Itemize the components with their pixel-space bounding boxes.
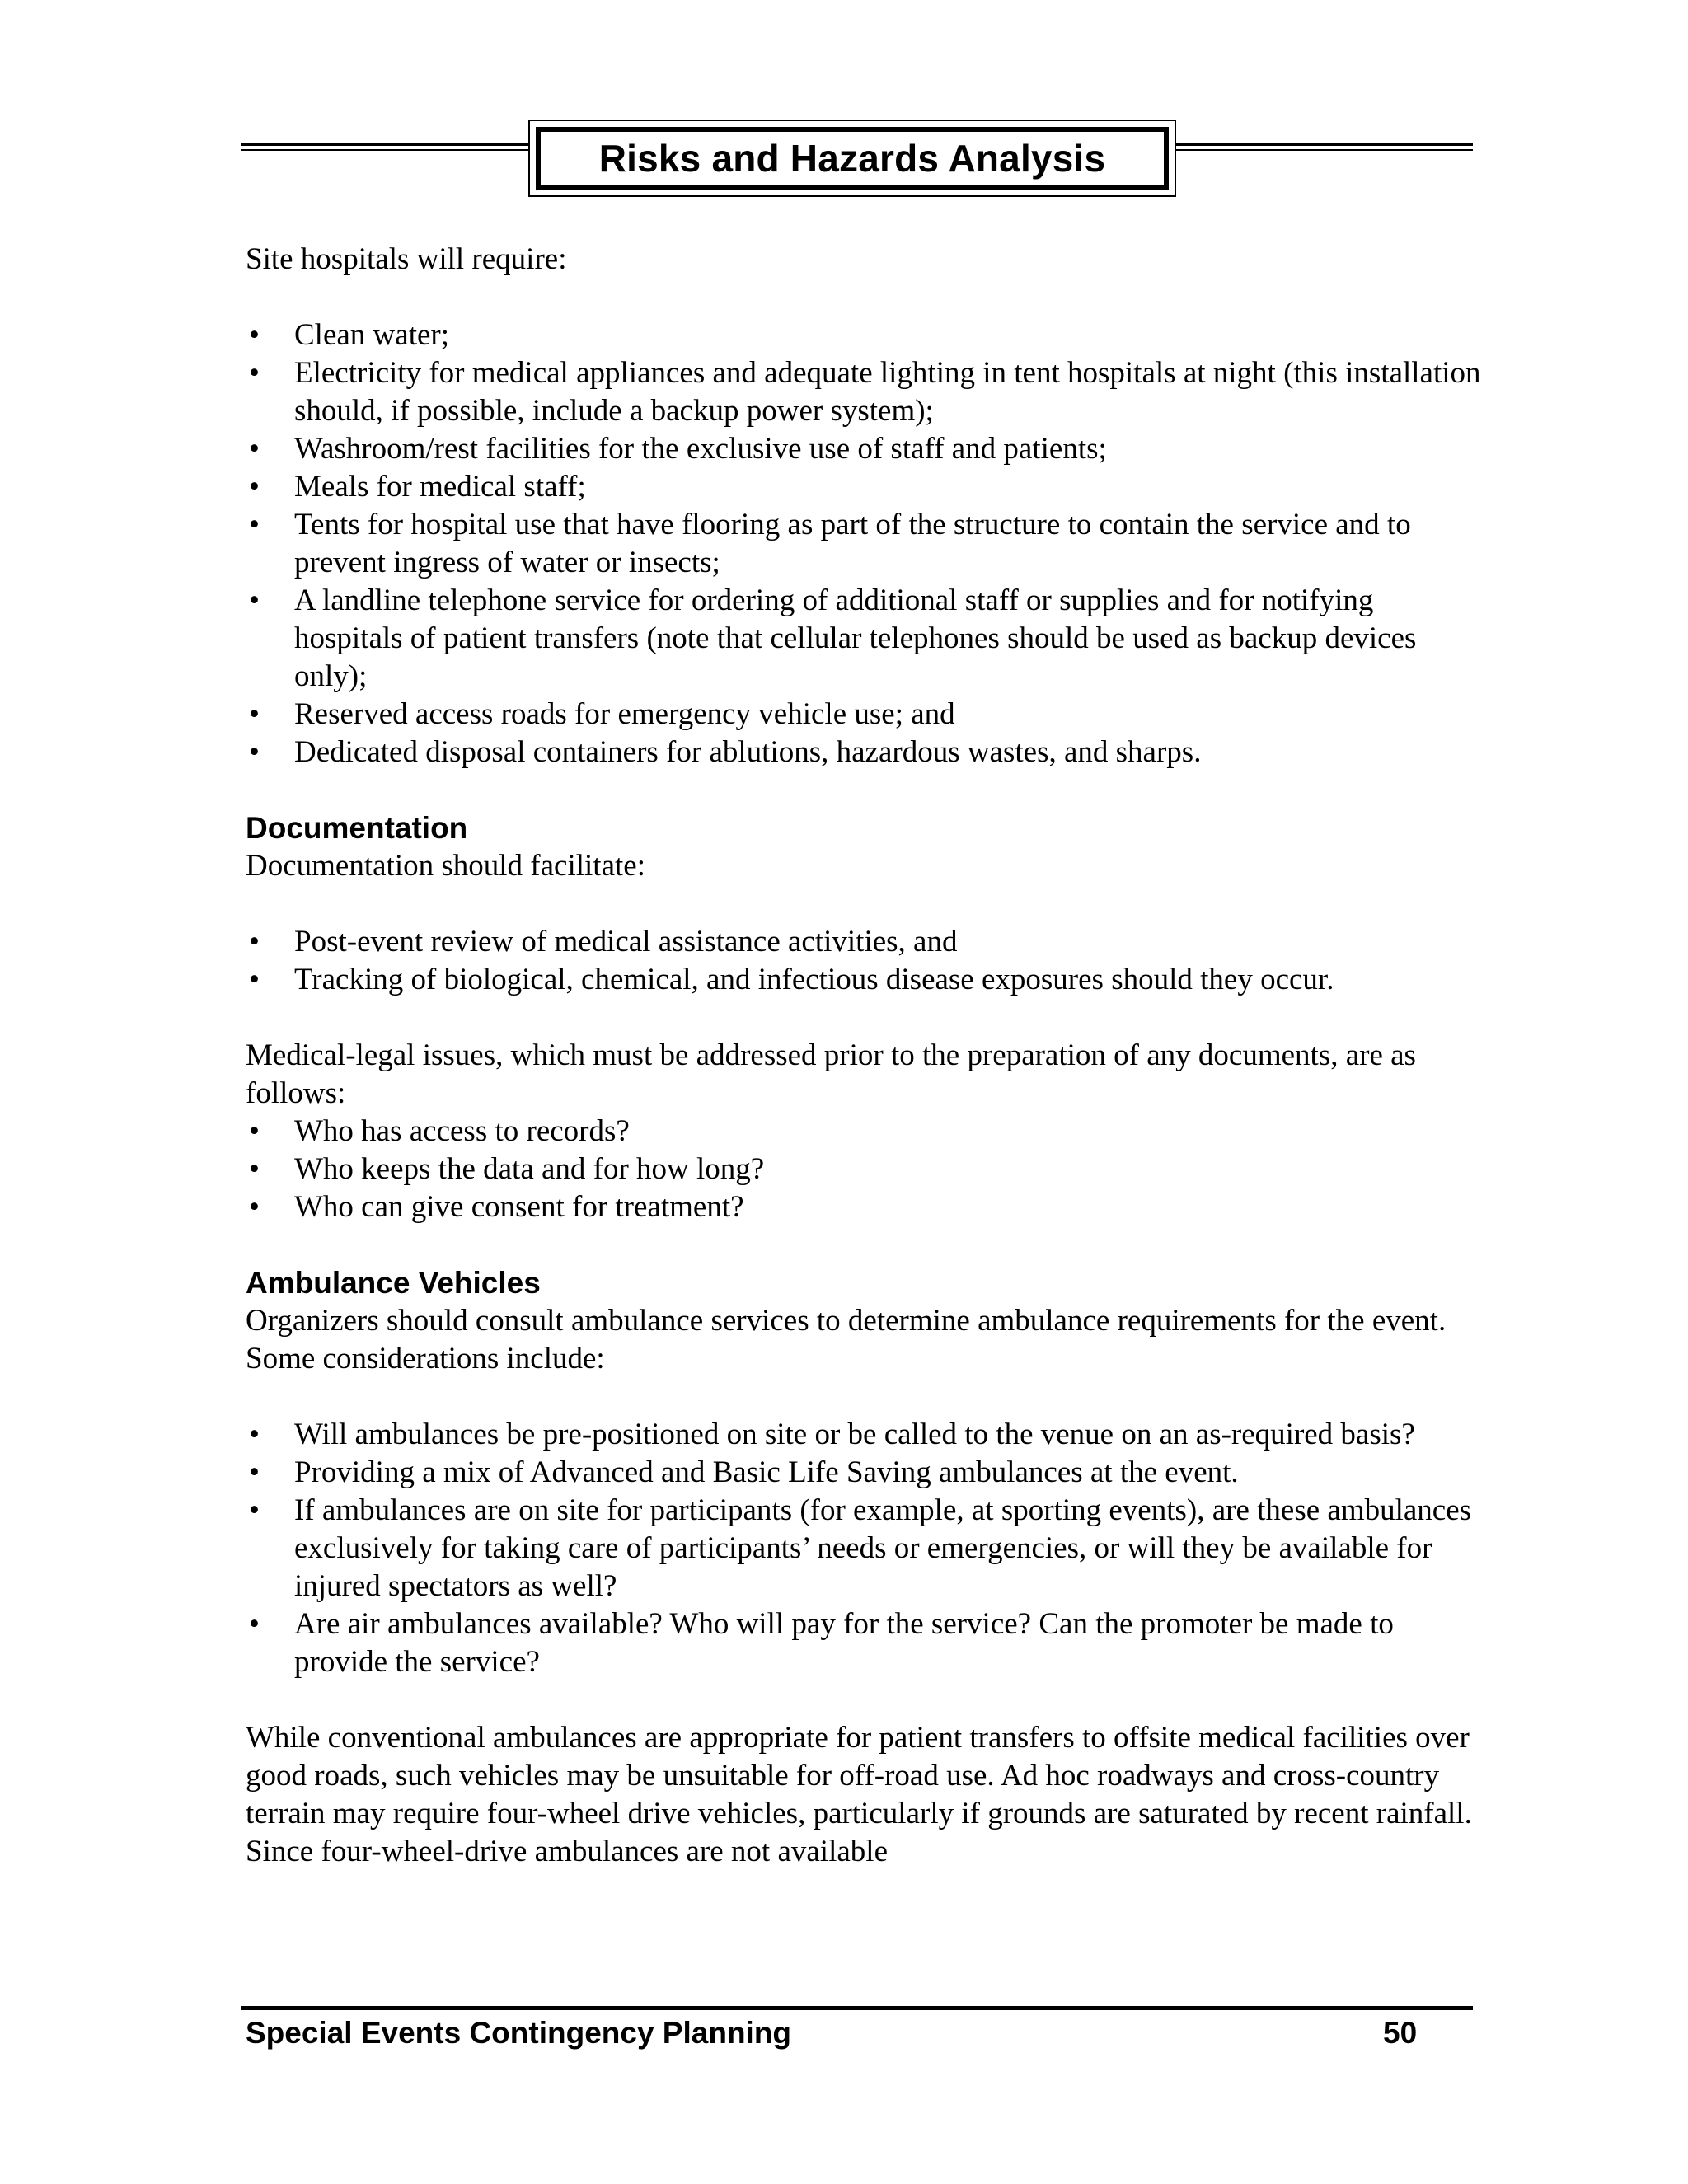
list-item: • Will ambulances be pre-positioned on site or be called to the venue on an as-required basis? bbox=[249, 1418, 1415, 1451]
list-item: • Washroom/rest facilities for the exclusive use of staff and patients; bbox=[249, 432, 1107, 466]
page-number: 50 bbox=[1383, 2016, 1418, 2050]
list-item: • Tracking of biological, chemical, and infectious disease exposures should they occur. bbox=[249, 963, 1334, 996]
list-item: • Providing a mix of Advanced and Basic Life Saving ambulances at the event. bbox=[249, 1455, 1239, 1489]
list-item: • Are air ambulances available? Who will pay for the service? Can the promoter be made to provide the service? bbox=[249, 1607, 1394, 1679]
list-item: • Who can give consent for treatment? bbox=[249, 1190, 744, 1224]
legal-intro-paragraph: Medical-legal issues, which must be addressed prior to the preparation of any documents, are as follows: bbox=[246, 1038, 1416, 1110]
list-item: • Who has access to records? bbox=[249, 1114, 630, 1148]
header-title-box bbox=[528, 120, 1176, 197]
list-item: • Who keeps the data and for how long? bbox=[249, 1152, 765, 1186]
documentation-heading: Documentation bbox=[246, 811, 468, 845]
hospital-requirements-list bbox=[246, 316, 1482, 771]
documentation-intro: Documentation should facilitate: bbox=[246, 849, 645, 883]
list-item: • Post-event review of medical assistance activities, and bbox=[249, 925, 958, 958]
list-item: • Tents for hospital use that have flooring as part of the structure to contain the service and to prevent ingress of water or insects; bbox=[249, 508, 1411, 579]
list-item: • Clean water; bbox=[249, 318, 449, 352]
ambulance-intro: Organizers should consult ambulance services to determine ambulance requirements for the event. Some considerations include: bbox=[246, 1304, 1447, 1376]
list-item: • Dedicated disposal containers for ablutions, hazardous wastes, and sharps. bbox=[249, 735, 1202, 769]
list-item: • Reserved access roads for emergency vehicle use; and bbox=[249, 697, 955, 731]
list-item: • Meals for medical staff; bbox=[249, 470, 586, 504]
ambulance-heading: Ambulance Vehicles bbox=[246, 1266, 541, 1300]
intro-paragraph: Site hospitals will require: bbox=[246, 242, 567, 276]
list-item: • A landline telephone service for ordering of additional staff or supplies and for notifying hospitals of patient transfers (note that cellular telephones should be used as backup devices only); bbox=[249, 583, 1417, 693]
list-item: • Electricity for medical appliances and adequate lighting in tent hospitals at night (this installation should, if possible, include a backup power system); bbox=[249, 356, 1481, 428]
page-title: Risks and Hazards Analysis bbox=[598, 137, 1106, 180]
footer-title: Special Events Contingency Planning bbox=[246, 2016, 792, 2050]
ambulance-considerations-list bbox=[246, 1416, 1482, 1681]
header-rule-right bbox=[1176, 143, 1473, 151]
list-item: • If ambulances are on site for participants (for example, at sporting events), are these ambulances exclusively for taking care of participants’ needs or emergencies, or will they be available for injured spectators as well? bbox=[249, 1493, 1472, 1603]
legal-issues-list bbox=[246, 1113, 1482, 1226]
documentation-list bbox=[246, 923, 1482, 999]
page-content bbox=[246, 241, 1482, 1871]
ambulance-closing-paragraph: While conventional ambulances are appropriate for patient transfers to offsite medical facilities over good roads, such vehicles may be unsuitable for off-road use. Ad hoc roadways and cross-country terrain may require four-wheel drive vehicles, particularly if grounds are saturated by recent rainfall. Since four-wheel-drive ambulances are not available bbox=[246, 1721, 1472, 1868]
footer-rule bbox=[241, 2006, 1473, 2010]
header-rule-left bbox=[241, 143, 528, 151]
